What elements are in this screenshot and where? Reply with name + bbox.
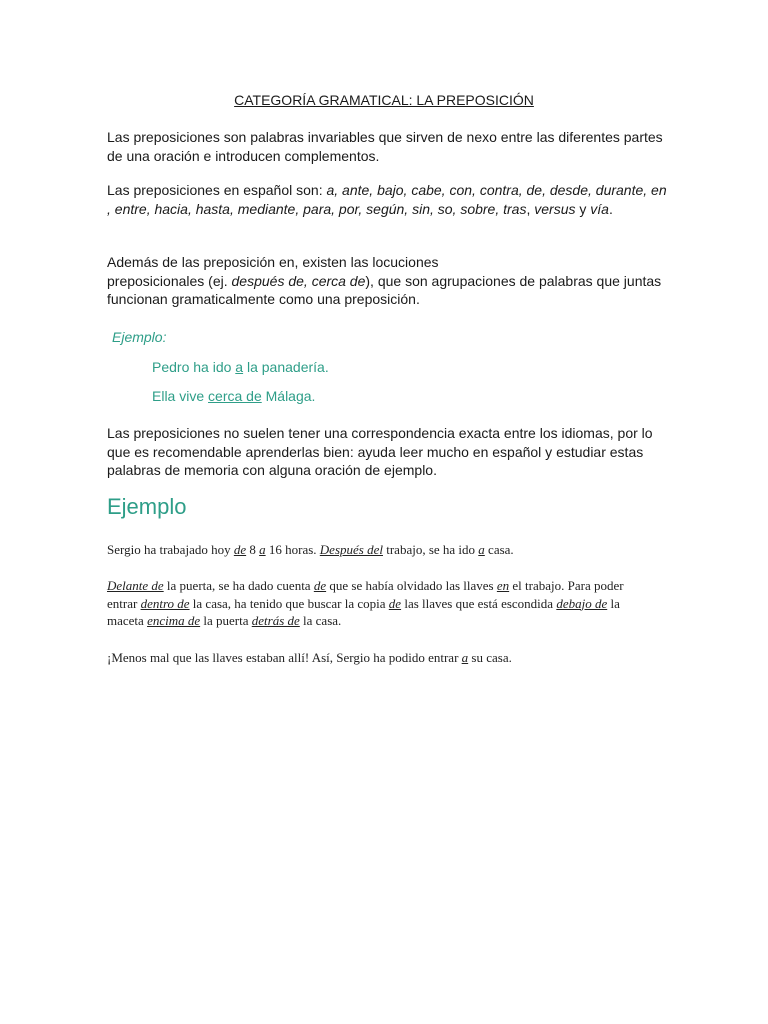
story-text: ¡Menos mal que las llaves estaban allí! Así, Sergio ha podido entrar [107, 650, 462, 665]
story-text: la maceta [107, 595, 620, 628]
story-preposition: debajo de [556, 595, 608, 611]
story-preposition: en [496, 578, 510, 593]
story-text: Sergio ha trabajado hoy [107, 542, 234, 557]
list-and: y [575, 200, 591, 217]
preposition-list-paragraph [107, 181, 667, 218]
example-2-post: Málaga. [261, 388, 316, 404]
story-preposition: detrás de [251, 613, 300, 628]
example-1-preposition: a [235, 359, 244, 375]
story-text: la casa. [299, 613, 342, 628]
page-title: CATEGORÍA GRAMATICAL: LA PREPOSICIÓN [234, 92, 534, 108]
story-text: el trabajo. Para poder entrar [107, 578, 624, 611]
locuciones-examples: después de, cerca de [231, 272, 366, 289]
example-1-post: la panadería. [243, 359, 329, 375]
story-preposition: de [313, 578, 327, 593]
story-text: la puerta, se ha dado cuenta [163, 578, 314, 593]
advice-paragraph: Las preposiciones no suelen tener una correspondencia exacta entre los idiomas, por lo que es recomendable aprenderlas bien: ayuda leer mucho en español y estudiar estas palabras de memoria con alguna oración de ejemplo. [107, 425, 653, 478]
story-text: 16 horas. [265, 542, 320, 557]
example-1-pre: Pedro ha ido [152, 359, 236, 375]
example-label: Ejemplo: [112, 329, 167, 345]
story-paragraph-2 [107, 577, 647, 630]
story-paragraph-1 [107, 541, 647, 559]
example-heading: Ejemplo [107, 494, 187, 519]
list-end: . [608, 200, 613, 217]
story-preposition: de [233, 542, 247, 557]
list-versus: versus [534, 200, 576, 217]
story-preposition: a [259, 542, 266, 557]
story-text: su casa. [468, 650, 512, 665]
story-preposition: encima de [147, 613, 201, 628]
example-2-preposition: cerca de [208, 388, 262, 404]
story-text: la casa, ha tenido que buscar la copia [189, 595, 389, 611]
locuciones-paragraph [107, 253, 667, 309]
locuciones-line1: Además de las preposición en, existen las locuciones [107, 254, 439, 270]
list-sep: , [526, 200, 535, 217]
list-via: vía [590, 200, 609, 217]
story-text: las llaves que está escondida [401, 595, 557, 611]
story-preposition: dentro de [140, 595, 190, 611]
preposition-list: a, ante, bajo, cabe, con, contra, de, desde, durante, en , entre, hacia, hasta, mediante, para, por, según, sin, so, sobre, tras [107, 182, 667, 217]
example-2-pre: Ella vive [152, 388, 209, 404]
story-text: que se había olvidado las llaves [326, 578, 497, 593]
example-sentence-2 [152, 388, 315, 404]
story-preposition: a [461, 650, 469, 665]
locuciones-line2a: preposicionales (ej. [107, 272, 232, 289]
story-text: casa. [484, 542, 514, 557]
story-text: la puerta [200, 613, 252, 628]
story-text: trabajo, se ha ido [382, 542, 479, 557]
story-preposition: Después del [319, 542, 383, 557]
intro-paragraph: Las preposiciones son palabras invariables que sirven de nexo entre las diferentes partes de una oración e introducen complementos. [107, 129, 663, 164]
example-sentence-1 [152, 359, 329, 375]
locuciones-line2b: ), que son agrupaciones de palabras que juntas funcionan gramaticalmente como una preposición. [107, 272, 662, 307]
list-intro: Las preposiciones en español son: [107, 182, 327, 198]
story-text: 8 [246, 542, 260, 557]
story-preposition: de [388, 595, 402, 611]
story-paragraph-3 [107, 649, 647, 667]
story-preposition: a [478, 542, 485, 557]
story-preposition: Delante de [107, 578, 164, 593]
